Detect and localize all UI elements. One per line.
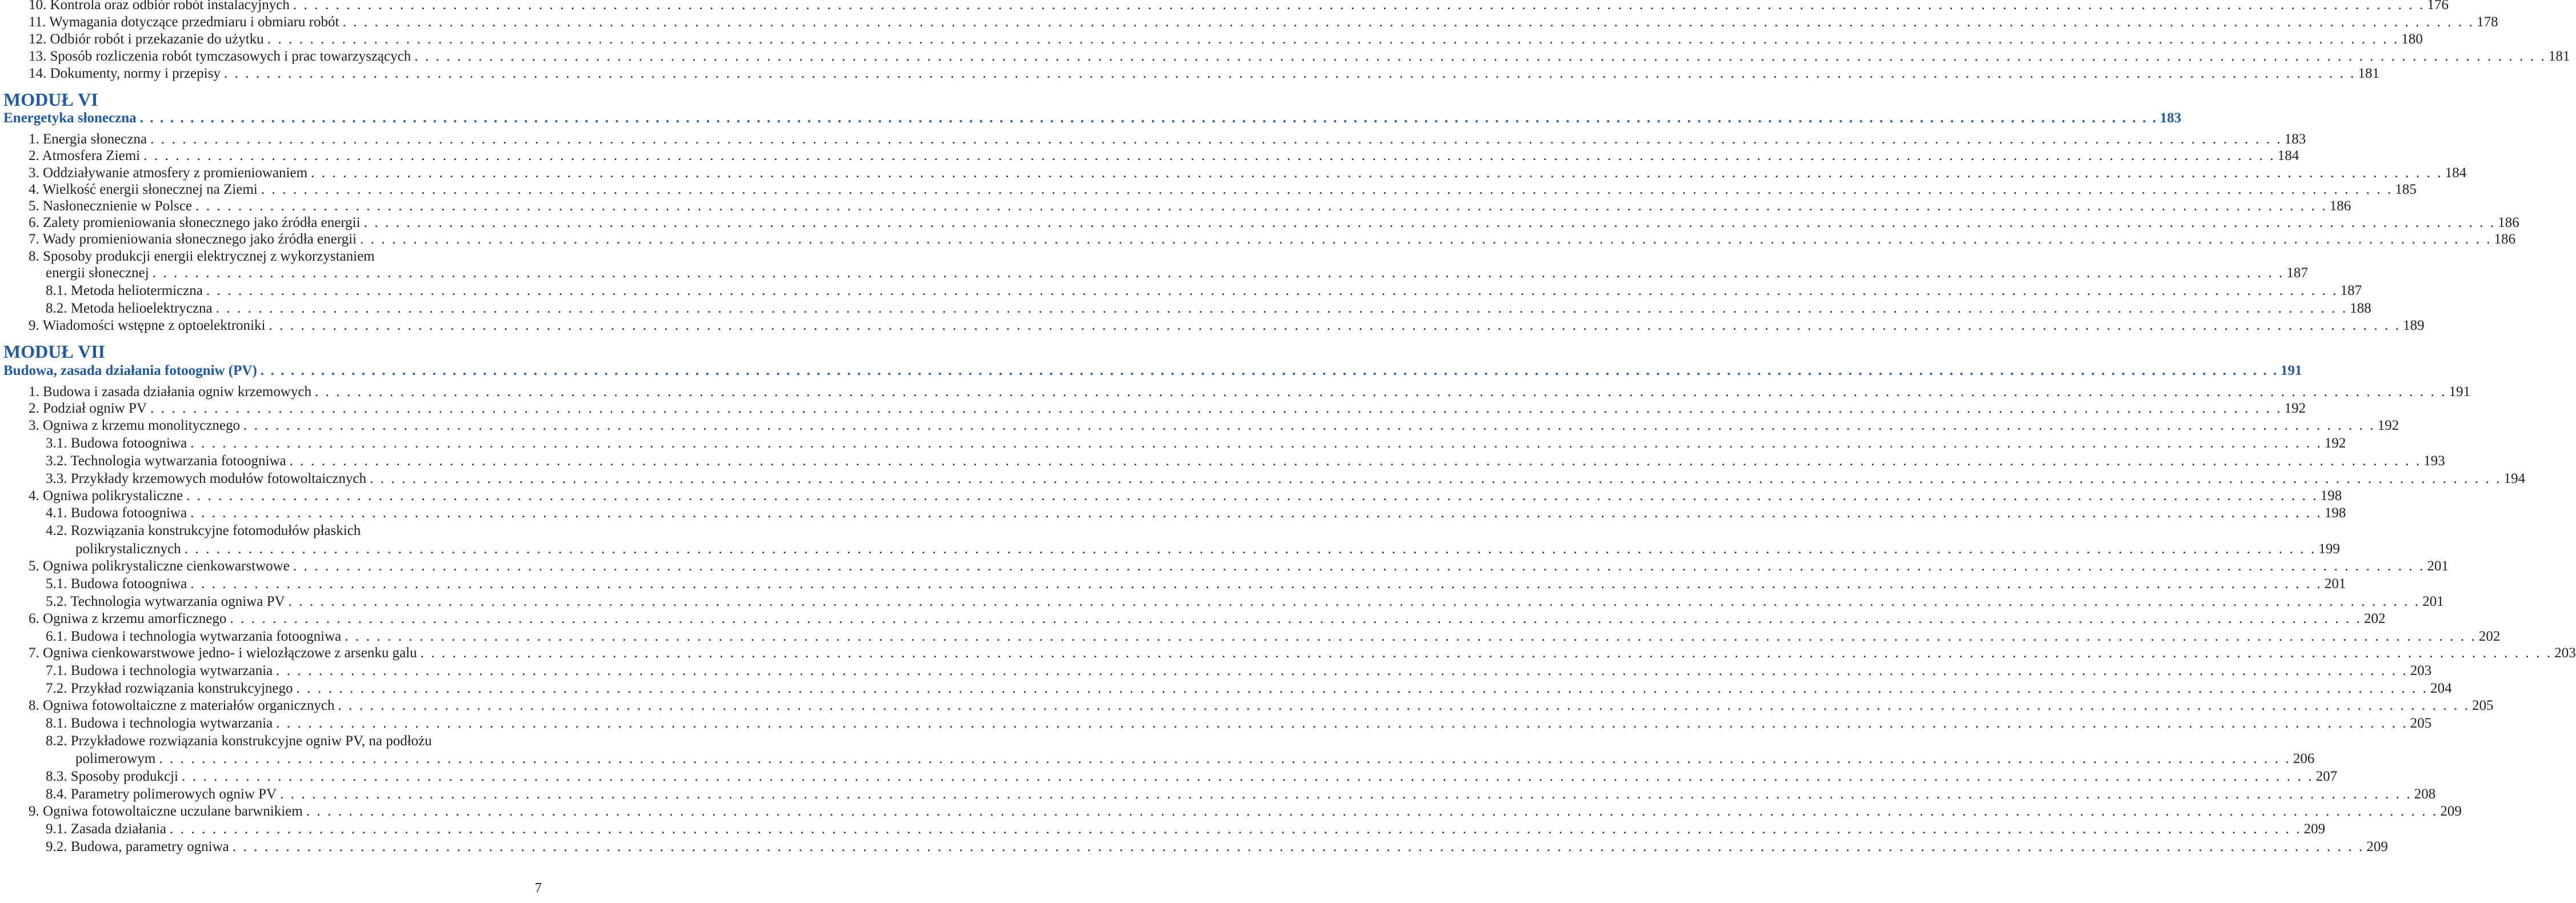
toc-entry-number: 4. [29,488,39,504]
toc-entry-title [29,488,183,505]
toc-entry-number: 4. [29,182,39,197]
toc-entry-number: 7.2. [46,681,67,696]
toc-entry [0,231,2516,248]
toc-entry [0,715,2432,732]
dot-leader: . . . . . . . . . . . . . . . . . . . . . . . . . . . . . . . . . . . . . . . . . . . . . . . . . . . . . . . . . . . . . . . . . . . . . . . . . . . . . . . . . . . . . . . . . . . . . . . . . . . . . . . . . . . . . . . . . . . . . . . . . . . . . . . . . . . . . . . . . . . . . . . . . . . . . . . . . . . . . . . . . . . . . . . . . . . . . . . . . . . . . . . . . . . . . . . . . . . . . . . . [359,231,2492,247]
toc-entry-title [46,715,273,732]
toc-page-number: 198 [2320,488,2342,504]
toc-page-number: 202 [2478,629,2501,644]
toc-entry [0,31,2423,48]
toc-entry [0,803,2462,820]
toc-page-number: 206 [2293,751,2315,766]
toc-entry-text: Budowa i technologia wytwarzania [70,716,273,731]
toc-entry-number: 3.2. [46,453,67,469]
toc-entry-title [29,803,303,820]
toc-entry-text: Wady promieniowania słonecznego jako źródła energii [42,231,357,247]
toc-page-number: 192 [2377,418,2399,433]
toc-page-number: 193 [2423,453,2445,469]
dot-leader: . . . . . . . . . . . . . . . . . . . . . . . . . . . . . . . . . . . . . . . . . . . . . . . . . . . . . . . . . . . . . . . . . . . . . . . . . . . . . . . . . . . . . . . . . . . . . . . . . . . . . . . . . . . . . . . . . . . . . . . . . . . . . . . . . . . . . . . . . . . . . . . . . . . . . . . . . . . . . . . . . . . . . . . . . . . . . . . . . . . . . . . . . . . . . . . . . . . . . . . . [243,418,2375,433]
toc-page-number: 207 [2315,769,2338,784]
toc-entry-number: 1. [29,384,39,399]
toc-page-number: 181 [2358,66,2379,81]
toc-entry-text: Energetyka słoneczna [3,110,137,126]
toc-entry-text: Oddziaływanie atmosfery z promieniowaniem [43,165,308,181]
toc-entry [0,505,2346,522]
toc-entry-text: Budowa fotoogniwa [70,435,187,451]
toc-entry-text: Ogniwa polikrystaliczne [43,488,183,504]
toc-entry [0,838,2388,856]
toc-page-number: 198 [2324,505,2346,521]
toc-entry-number: 9. [29,318,39,333]
toc-entry [0,541,2340,558]
toc-page-number: 180 [2401,31,2423,47]
toc-entry-number: 5. [29,198,39,214]
toc-page-number: 209 [2366,839,2388,854]
toc-page-number: 185 [2395,182,2417,197]
toc-entry-text: Budowa i technologia wytwarzania [70,663,273,678]
toc-entry-title [46,453,286,470]
toc-entry-title [29,697,334,714]
toc-entry-number: 5.1. [46,576,67,592]
toc-page-number: 202 [2364,611,2386,626]
toc-page-number: 191 [2280,363,2302,378]
dot-leader: . . . . . . . . . . . . . . . . . . . . . . . . . . . . . . . . . . . . . . . . . . . . . . . . . . . . . . . . . . . . . . . . . . . . . . . . . . . . . . . . . . . . . . . . . . . . . . . . . . . . . . . . . . . . . . . . . . . . . . . . . . . . . . . . . . . . . . . . . . . . . . . . . . . . . . . . . . . . . . . . . . . . . . . . . . . . . . . . . . . . . . . . . . . . . . . . . . . . . . . . [420,645,2553,661]
toc-entry-title [29,317,265,334]
dot-leader: . . . . . . . . . . . . . . . . . . . . . . . . . . . . . . . . . . . . . . . . . . . . . . . . . . . . . . . . . . . . . . . . . . . . . . . . . . . . . . . . . . . . . . . . . . . . . . . . . . . . . . . . . . . . . . . . . . . . . . . . . . . . . . . . . . . . . . . . . . . . . . . . . . . . . . . . . . . . . . . . . . . . . . . . . . . . . . . . . . . . . . . . . . . . . . . . . . . . . . . . [215,301,2348,316]
dot-leader: . . . . . . . . . . . . . . . . . . . . . . . . . . . . . . . . . . . . . . . . . . . . . . . . . . . . . . . . . . . . . . . . . . . . . . . . . . . . . . . . . . . . . . . . . . . . . . . . . . . . . . . . . . . . . . . . . . . . . . . . . . . . . . . . . . . . . . . . . . . . . . . . . . . . . . . . . . . . . . . . . . . . . . . . . . . . . . . . . . . . . . . . . . . . . . . . . . . . . . . . [261,182,2393,197]
toc-entry-title [46,821,166,838]
module-heading: MODUŁ VI [3,89,98,110]
toc-entry-title [46,838,229,856]
toc-entry-title [46,733,542,750]
toc-entry [0,593,2444,610]
toc-page-number: 209 [2440,804,2462,819]
dot-leader: . . . . . . . . . . . . . . . . . . . . . . . . . . . . . . . . . . . . . . . . . . . . . . . . . . . . . . . . . . . . . . . . . . . . . . . . . . . . . . . . . . . . . . . . . . . . . . . . . . . . . . . . . . . . . . . . . . . . . . . . . . . . . . . . . . . . . . . . . . . . . . . . . . . . . . . . . . . . . . . . . . . . . . . . . . . . . . . . . . . . . . . . . . . . . . . . . . . . . . . . [338,698,2470,713]
toc-entry-text: Budowa, parametry ogniwa [70,839,229,854]
toc-entry-number: 14. [29,66,47,81]
dot-leader: . . . . . . . . . . . . . . . . . . . . . . . . . . . . . . . . . . . . . . . . . . . . . . . . . . . . . . . . . . . . . . . . . . . . . . . . . . . . . . . . . . . . . . . . . . . . . . . . . . . . . . . . . . . . . . . . . . . . . . . . . . . . . . . . . . . . . . . . . . . . . . . . . . . . . . . . . . . . . . . . . . . . . . . . . . . . . . . . . . . . . . . . . . . . . . . . . . . . . . . . [181,769,2314,784]
toc-page-number: 208 [2414,786,2436,802]
module-heading: MODUŁ VII [3,341,106,362]
toc-entry [0,662,2432,680]
toc-entry [0,768,2338,785]
toc-entry-text: Energia słoneczna [43,131,147,147]
toc-entry-text: Podział ogniw PV [43,401,147,416]
toc-entry [0,48,2570,65]
toc-entry-text: Przykłady krzemowych modułów fotowoltaicznych [70,471,366,486]
toc-entry-number: 3.3. [46,471,67,486]
dot-leader: . . . . . . . . . . . . . . . . . . . . . . . . . . . . . . . . . . . . . . . . . . . . . . . . . . . . . . . . . . . . . . . . . . . . . . . . . . . . . . . . . . . . . . . . . . . . . . . . . . . . . . . . . . . . . . . . . . . . . . . . . . . . . . . . . . . . . . . . . . . . . . . . . . . . . . . . . . . . . . . . . . . . . . . . . . . . . . . . . . . . . . . . . . . . . . . . . . . . . . . . [342,14,2475,30]
toc-entry [0,435,2346,452]
dot-leader: . . . . . . . . . . . . . . . . . . . . . . . . . . . . . . . . . . . . . . . . . . . . . . . . . . . . . . . . . . . . . . . . . . . . . . . . . . . . . . . . . . . . . . . . . . . . . . . . . . . . . . . . . . . . . . . . . . . . . . . . . . . . . . . . . . . . . . . . . . . . . . . . . . . . . . . . . . . . . . . . . . . . . . . . . . . . . . . . . . . . . . . . . . . . . . . . . . . . . . . . [150,131,2282,147]
toc-page-number: 187 [2340,283,2362,298]
toc-entry-text: Budowa fotoogniwa [70,505,187,521]
toc-entry [0,576,2346,593]
toc-entry-title [46,265,149,282]
toc-entry-number: 8.3. [46,769,67,784]
toc-entry-number: 11. [29,14,46,30]
dot-leader: . . . . . . . . . . . . . . . . . . . . . . . . . . . . . . . . . . . . . . . . . . . . . . . . . . . . . . . . . . . . . . . . . . . . . . . . . . . . . . . . . . . . . . . . . . . . . . . . . . . . . . . . . . . . . . . . . . . . . . . . . . . . . . . . . . . . . . . . . . . . . . . . . . . . . . . . . . . . . . . . . . . . . . . . . . . . . . . . . . . . . . . . . . . . . . . . . . . . . . . . [289,453,2422,469]
toc-entry [0,383,2471,401]
toc-page-number: 201 [2422,594,2444,609]
dot-leader: . . . . . . . . . . . . . . . . . . . . . . . . . . . . . . . . . . . . . . . . . . . . . . . . . . . . . . . . . . . . . . . . . . . . . . . . . . . . . . . . . . . . . . . . . . . . . . . . . . . . . . . . . . . . . . . . . . . . . . . . . . . . . . . . . . . . . . . . . . . . . . . . . . . . . . . . . . . . . . . . . . . . . . . . . . . . . . . . . . . . . . . . . . . . . . . . . . . . . . . . [139,110,2158,126]
toc-page-number: 183 [2159,110,2182,126]
dot-leader: . . . . . . . . . . . . . . . . . . . . . . . . . . . . . . . . . . . . . . . . . . . . . . . . . . . . . . . . . . . . . . . . . . . . . . . . . . . . . . . . . . . . . . . . . . . . . . . . . . . . . . . . . . . . . . . . . . . . . . . . . . . . . . . . . . . . . . . . . . . . . . . . . . . . . . . . . . . . . . . . . . . . . . . . . . . . . . . . . . . . . . . . . . . . . . . . . . . . . . . . [345,629,2477,644]
toc-entry-title [46,593,285,610]
toc-entry-text: Technologia wytwarzania fotoogniwa [70,453,286,469]
toc-entry [0,645,2576,662]
dot-leader: . . . . . . . . . . . . . . . . . . . . . . . . . . . . . . . . . . . . . . . . . . . . . . . . . . . . . . . . . . . . . . . . . . . . . . . . . . . . . . . . . . . . . . . . . . . . . . . . . . . . . . . . . . . . . . . . . . . . . . . . . . . . . . . . . . . . . . . . . . . . . . . . . . . . . . . . . . . . . . . . . . . . . . . . . . . . . . . . . . . . . . . . . . . . . . . . . . . . . . . . [369,471,2502,486]
dot-leader: . . . . . . . . . . . . . . . . . . . . . . . . . . . . . . . . . . . . . . . . . . . . . . . . . . . . . . . . . . . . . . . . . . . . . . . . . . . . . . . . . . . . . . . . . . . . . . . . . . . . . . . . . . . . . . . . . . . . . . . . . . . . . . . . . . . . . . . . . . . . . . . . . . . . . . . . . . . . . . . . . . . . . . . . . . . . . . . . . . . . . . . . . . . . . . . . . . . . . . . . [230,611,2362,626]
toc-entry-title [46,470,366,488]
toc-entry [0,265,2308,282]
toc-page-number: 184 [2277,148,2299,163]
toc-entry-title [46,662,273,680]
dot-leader: . . . . . . . . . . . . . . . . . . . . . . . . . . . . . . . . . . . . . . . . . . . . . . . . . . . . . . . . . . . . . . . . . . . . . . . . . . . . . . . . . . . . . . . . . . . . . . . . . . . . . . . . . . . . . . . . . . . . . . . . . . . . . . . . . . . . . . . . . . . . . . . . . . . . . . . . . . . . . . . . . . . . . . . . . . . . . . . . . . . . . . . . . . . . . . . . . . . . . . . . [190,505,2322,521]
toc-entry-text: Zalety promieniowania słonecznego jako źródła energii [43,215,361,230]
toc-entry [0,821,2326,838]
dot-leader: . . . . . . . . . . . . . . . . . . . . . . . . . . . . . . . . . . . . . . . . . . . . . . . . . . . . . . . . . . . . . . . . . . . . . . . . . . . . . . . . . . . . . . . . . . . . . . . . . . . . . . . . . . . . . . . . . . . . . . . . . . . . . . . . . . . . . . . . . . . . . . . . . . . . . . . . . . . . . . . . . . . . . . . . . . . . . . . . . . . . . . . . . . . . . . . . . . . . . . . . [186,488,2318,504]
dot-leader: . . . . . . . . . . . . . . . . . . . . . . . . . . . . . . . . . . . . . . . . . . . . . . . . . . . . . . . . . . . . . . . . . . . . . . . . . . . . . . . . . . . . . . . . . . . . . . . . . . . . . . . . . . . . . . . . . . . . . . . . . . . . . . . . . . . . . . . . . . . . . . . . . . . . . . . . . . . . . . . . . . . . . . . . . . . . . . . . . . . . . . . . . . . . . . . . . . . . . . . . [232,839,2365,854]
toc-page-number: 186 [2329,198,2351,214]
toc-entry-number: 2. [29,401,39,416]
toc-page-number: 186 [2498,215,2519,230]
toc-section [0,110,2182,127]
toc-section [0,362,2302,379]
toc-entry-text: Przykład rozwiązania konstrukcyjnego [70,681,293,696]
toc-entry [0,248,542,265]
toc-entry-title [29,248,542,265]
toc-entry-title [29,558,290,575]
toc-entry [0,165,2467,182]
toc-entry-title [29,400,147,417]
toc-page-number: 192 [2284,401,2306,416]
toc-entry-text: Wymagania dotyczące przedmiaru i obmiaru robót [49,14,339,30]
toc-entry [0,522,542,540]
toc-entry-number: 7. [29,645,39,661]
toc-entry-number: 13. [29,49,47,64]
toc-entry-number: 8.1. [46,283,67,298]
toc-page-number: 186 [2494,231,2516,247]
toc-entry [0,558,2449,575]
toc-entry-number: 3. [29,165,39,181]
toc-entry-number: 9.2. [46,839,67,854]
toc-entry-number: 9.1. [46,821,67,837]
toc-entry-title [75,750,155,768]
toc-page-number: 201 [2427,558,2449,574]
toc-entry-text: Zasada działania [70,821,167,837]
toc-entry-number: 6. [29,215,39,230]
toc-entry-title [46,505,187,522]
toc-entry-title [29,0,290,14]
toc-entry-title [29,181,258,198]
toc-entry-title [29,131,147,148]
toc-entry-text: Wielkość energii słonecznej na Ziemi [42,182,258,197]
toc-entry-text: Atmosfera Ziemi [42,148,141,163]
toc-entry-text: Wiadomości wstępne z optoelektroniki [42,318,266,333]
toc-entry-text: Ogniwa cienkowarstwowe jedno- i wielozłączowe z arsenku galu [43,645,417,661]
toc-entry-text: polikrystalicznych [75,541,181,557]
toc-entry-title [29,165,307,182]
toc-entry-title [29,65,221,82]
toc-entry-title [46,282,203,299]
toc-entry [0,282,2362,299]
toc-entry-title [29,231,357,248]
toc-entry-text: Sposób rozliczenia robót tymczasowych i prac towarzyszących [50,49,411,64]
toc-entry-title [46,628,341,645]
toc-entry-number: 2. [29,148,39,163]
toc-entry-number: 6.1. [46,629,67,644]
dot-leader: . . . . . . . . . . . . . . . . . . . . . . . . . . . . . . . . . . . . . . . . . . . . . . . . . . . . . . . . . . . . . . . . . . . . . . . . . . . . . . . . . . . . . . . . . . . . . . . . . . . . . . . . . . . . . . . . . . . . . . . . . . . . . . . . . . . . . . . . . . . . . . . . . . . . . . . . . . . . . . . . . . . . . . . . . . . . . . . . . . . . . . . . . . . . . . . . . . . . . . . . [267,31,2399,47]
toc-entry-text: Ogniwa z krzemu monolitycznego [43,418,241,433]
toc-entry-text: Ogniwa fotowoltaiczne uczulane barwnikiem [43,804,303,819]
toc-entry-text: Rozwiązania konstrukcyjne fotomodułów płaskich [70,523,361,538]
toc-entry-text: Ogniwa z krzemu amorficznego [43,611,227,626]
toc-entry-title [75,541,181,558]
toc-entry-title [29,48,411,65]
toc-page-number: 176 [2427,0,2449,13]
toc-page-number: 192 [2324,435,2346,451]
toc-entry [0,750,2315,768]
toc-entry [0,417,2399,434]
dot-leader: . . . . . . . . . . . . . . . . . . . . . . . . . . . . . . . . . . . . . . . . . . . . . . . . . . . . . . . . . . . . . . . . . . . . . . . . . . . . . . . . . . . . . . . . . . . . . . . . . . . . . . . . . . . . . . . . . . . . . . . . . . . . . . . . . . . . . . . . . . . . . . . . . . . . . . . . . . . . . . . . . . . . . . . . . . . . . . . . . . . . . . . . . . . . . . . . . . . . . . . . [269,318,2401,333]
toc-entry-number: 8.4. [46,786,67,802]
dot-leader: . . . . . . . . . . . . . . . . . . . . . . . . . . . . . . . . . . . . . . . . . . . . . . . . . . . . . . . . . . . . . . . . . . . . . . . . . . . . . . . . . . . . . . . . . . . . . . . . . . . . . . . . . . . . . . . . . . . . . . . . . . . . . . . . . . . . . . . . . . . . . . . . . . . . . . . . . . . . . . . . . . . . . . . . . . . . . . . . . . . . . . . . . . . . . . . . . . . . . . . . [195,198,2327,214]
dot-leader: . . . . . . . . . . . . . . . . . . . . . . . . . . . . . . . . . . . . . . . . . . . . . . . . . . . . . . . . . . . . . . . . . . . . . . . . . . . . . . . . . . . . . . . . . . . . . . . . . . . . . . . . . . . . . . . . . . . . . . . . . . . . . . . . . . . . . . . . . . . . . . . . . . . . . . . . . . . . . . . . . . . . . . . . . . . . . . . . . . . . . . . . . . . . . . . . . . . . . . . . [414,49,2546,64]
toc-entry-title [29,147,140,165]
dot-leader: . . . . . . . . . . . . . . . . . . . . . . . . . . . . . . . . . . . . . . . . . . . . . . . . . . . . . . . . . . . . . . . . . . . . . . . . . . . . . . . . . . . . . . . . . . . . . . . . . . . . . . . . . . . . . . . . . . . . . . . . . . . . . . . . . . . . . . . . . . . . . . . . . . . . . . . . . . . . . . . . . . . . . . . . . . . . . . . . . . . . . . . . . . . . . . . . . . . . . . . . [293,558,2425,574]
toc-page-number: 181 [2548,49,2570,64]
toc-page-number: 205 [2410,716,2432,731]
toc-entry-number: 1. [29,131,39,147]
toc-entry-text: Odbiór robót i przekazanie do użytku [50,31,264,47]
dot-leader: . . . . . . . . . . . . . . . . . . . . . . . . . . . . . . . . . . . . . . . . . . . . . . . . . . . . . . . . . . . . . . . . . . . . . . . . . . . . . . . . . . . . . . . . . . . . . . . . . . . . . . . . . . . . . . . . . . . . . . . . . . . . . . . . . . . . . . . . . . . . . . . . . . . . . . . . . . . . . . . . . . . . . . . . . . . . . . . . . . . . . . . . . . . . . . . . . . . . . . . . [293,0,2425,13]
toc-page-number: 184 [2445,165,2467,181]
toc-entry-title [46,786,277,803]
dot-leader: . . . . . . . . . . . . . . . . . . . . . . . . . . . . . . . . . . . . . . . . . . . . . . . . . . . . . . . . . . . . . . . . . . . . . . . . . . . . . . . . . . . . . . . . . . . . . . . . . . . . . . . . . . . . . . . . . . . . . . . . . . . . . . . . . . . . . . . . . . . . . . . . . . . . . . . . . . . . . . . . . . . . . . . . . . . . . . . . . . . . . . . . . . . . . . . . . . . . . . . . [143,148,2275,163]
toc-page-number: 204 [2430,681,2452,696]
dot-leader: . . . . . . . . . . . . . . . . . . . . . . . . . . . . . . . . . . . . . . . . . . . . . . . . . . . . . . . . . . . . . . . . . . . . . . . . . . . . . . . . . . . . . . . . . . . . . . . . . . . . . . . . . . . . . . . . . . . . . . . . . . . . . . . . . . . . . . . . . . . . . . . . . . . . . . . . . . . . . . . . . . . . . . . . . . . . . . . . . . . . . . . . . . . . . . . . . . . . . . . . [223,66,2356,81]
toc-entry-number: 5. [29,558,39,574]
dot-leader: . . . . . . . . . . . . . . . . . . . . . . . . . . . . . . . . . . . . . . . . . . . . . . . . . . . . . . . . . . . . . . . . . . . . . . . . . . . . . . . . . . . . . . . . . . . . . . . . . . . . . . . . . . . . . . . . . . . . . . . . . . . . . . . . . . . . . . . . . . . . . . . . . . . . . . . . . . . . . . . . . . . . . . . . . . . . . . . . . . . . . . . . . . . . . . . . . . . . . . . . [150,401,2282,416]
toc-entry-number: 8.2. [46,301,67,316]
dot-leader: . . . . . . . . . . . . . . . . . . . . . . . . . . . . . . . . . . . . . . . . . . . . . . . . . . . . . . . . . . . . . . . . . . . . . . . . . . . . . . . . . . . . . . . . . . . . . . . . . . . . . . . . . . . . . . . . . . . . . . . . . . . . . . . . . . . . . . . . . . . . . . . . . . . . . . . . . . . . . . . . . . . . . . . . . . . . . . . . . . . . . . . . . . . . . . . . . . . . . . . . [314,384,2447,399]
toc-entry-text: Kontrola oraz odbiór robót instalacyjnych [50,0,290,13]
dot-leader: . . . . . . . . . . . . . . . . . . . . . . . . . . . . . . . . . . . . . . . . . . . . . . . . . . . . . . . . . . . . . . . . . . . . . . . . . . . . . . . . . . . . . . . . . . . . . . . . . . . . . . . . . . . . . . . . . . . . . . . . . . . . . . . . . . . . . . . . . . . . . . . . . . . . . . . . . . . . . . . . . . . . . . . . . . . . . . . . . . . . . . . . . . . . . . . . . . . . . . . . [306,804,2438,819]
toc-entry-number: 5.2. [46,594,67,609]
toc-entry [0,147,2299,165]
toc-entry-text: Technologia wytwarzania ogniwa PV [70,594,285,609]
toc-entry-number: 8. [29,249,39,264]
toc-entry-title [29,417,240,434]
toc-page-number: 205 [2472,698,2494,713]
toc-entry-text: energii słonecznej [46,265,149,281]
toc-entry-title [3,110,137,127]
dot-leader: . . . . . . . . . . . . . . . . . . . . . . . . . . . . . . . . . . . . . . . . . . . . . . . . . . . . . . . . . . . . . . . . . . . . . . . . . . . . . . . . . . . . . . . . . . . . . . . . . . . . . . . . . . . . . . . . . . . . . . . . . . . . . . . . . . . . . . . . . . . . . . . . . . . . . . . . . . . . . . . . . . . . . . . . . . . . . . . . . . . . . . . . . . . . . . . . . . . . . . . . [363,215,2496,230]
toc-page-number: 183 [2284,131,2306,147]
toc-entry [0,181,2417,198]
toc-entry-text: Sposoby produkcji energii elektrycznej z wykorzystaniem [43,249,375,264]
toc-entry [0,680,2452,697]
toc-entry-title [3,362,257,379]
toc-entry-title [46,680,293,697]
toc-page-number: 194 [2503,471,2526,486]
dot-leader: . . . . . . . . . . . . . . . . . . . . . . . . . . . . . . . . . . . . . . . . . . . . . . . . . . . . . . . . . . . . . . . . . . . . . . . . . . . . . . . . . . . . . . . . . . . . . . . . . . . . . . . . . . . . . . . . . . . . . . . . . . . . . . . . . . . . . . . . . . . . . . . . . . . . . . . . . . . . . . . . . . . . . . . . . . . . . . . . . . . . . . . . . . . . . . . . . . . . . . . . [288,594,2421,609]
toc-entry-number: 8. [29,698,39,713]
toc-entry-text: polimerowym [75,751,156,766]
toc-entry [0,300,2371,317]
page-number: 7 [535,881,542,896]
toc-entry-text: Budowa i technologia wytwarzania fotoogniwa [70,629,342,644]
toc-entry-title [29,14,339,31]
toc-entry [0,697,2494,714]
toc-entry-title [29,214,361,231]
toc-entry-title [29,645,417,662]
toc-entry-number: 9. [29,804,39,819]
toc-entry-number: 3.1. [46,435,67,451]
toc-entry-title [46,522,542,540]
toc-entry-number: 3. [29,418,39,433]
toc-entry-text: Sposoby produkcji [70,769,178,784]
dot-leader: . . . . . . . . . . . . . . . . . . . . . . . . . . . . . . . . . . . . . . . . . . . . . . . . . . . . . . . . . . . . . . . . . . . . . . . . . . . . . . . . . . . . . . . . . . . . . . . . . . . . . . . . . . . . . . . . . . . . . . . . . . . . . . . . . . . . . . . . . . . . . . . . . . . . . . . . . . . . . . . . . . . . . . . . . . . . . . . . . . . . . . . . . . . . . . . . . . . . . . . . [296,681,2429,696]
dot-leader: . . . . . . . . . . . . . . . . . . . . . . . . . . . . . . . . . . . . . . . . . . . . . . . . . . . . . . . . . . . . . . . . . . . . . . . . . . . . . . . . . . . . . . . . . . . . . . . . . . . . . . . . . . . . . . . . . . . . . . . . . . . . . . . . . . . . . . . . . . . . . . . . . . . . . . . . . . . . . . . . . . . . . . . . . . . . . . . . . . . . . . . . . . . . . . . . . . . . . . . . [260,363,2278,378]
toc-entry-number: 8.2. [46,733,67,749]
toc-entry [0,610,2386,628]
dot-leader: . . . . . . . . . . . . . . . . . . . . . . . . . . . . . . . . . . . . . . . . . . . . . . . . . . . . . . . . . . . . . . . . . . . . . . . . . . . . . . . . . . . . . . . . . . . . . . . . . . . . . . . . . . . . . . . . . . . . . . . . . . . . . . . . . . . . . . . . . . . . . . . . . . . . . . . . . . . . . . . . . . . . . . . . . . . . . . . . . . . . . . . . . . . . . . . . . . . . . . . . [280,786,2412,802]
toc-entry-text: Metoda helioelektryczna [70,301,213,316]
toc-page-number: 209 [2303,821,2326,837]
toc-entry-number: 8.1. [46,716,67,731]
toc-entry-text: Przykładowe rozwiązania konstrukcyjne ogniw PV, na podłożu [70,733,432,749]
dot-leader: . . . . . . . . . . . . . . . . . . . . . . . . . . . . . . . . . . . . . . . . . . . . . . . . . . . . . . . . . . . . . . . . . . . . . . . . . . . . . . . . . . . . . . . . . . . . . . . . . . . . . . . . . . . . . . . . . . . . . . . . . . . . . . . . . . . . . . . . . . . . . . . . . . . . . . . . . . . . . . . . . . . . . . . . . . . . . . . . . . . . . . . . . . . . . . . . . . . . . . . . [190,576,2322,592]
toc-entry [0,198,2351,215]
dot-leader: . . . . . . . . . . . . . . . . . . . . . . . . . . . . . . . . . . . . . . . . . . . . . . . . . . . . . . . . . . . . . . . . . . . . . . . . . . . . . . . . . . . . . . . . . . . . . . . . . . . . . . . . . . . . . . . . . . . . . . . . . . . . . . . . . . . . . . . . . . . . . . . . . . . . . . . . . . . . . . . . . . . . . . . . . . . . . . . . . . . . . . . . . . . . . . . . . . . . . . . . [311,165,2443,181]
toc-entry-text: Budowa i zasada działania ogniw krzemowych [43,384,311,399]
toc-entry-text: Parametry polimerowych ogniw PV [70,786,277,802]
toc-page-number: 191 [2449,384,2471,399]
toc-entry-text: Metoda heliotermiczna [70,283,203,298]
toc-entry-text: Ogniwa polikrystaliczne cienkowarstwowe [43,558,290,574]
toc-entry [0,131,2306,148]
dot-leader: . . . . . . . . . . . . . . . . . . . . . . . . . . . . . . . . . . . . . . . . . . . . . . . . . . . . . . . . . . . . . . . . . . . . . . . . . . . . . . . . . . . . . . . . . . . . . . . . . . . . . . . . . . . . . . . . . . . . . . . . . . . . . . . . . . . . . . . . . . . . . . . . . . . . . . . . . . . . . . . . . . . . . . . . . . . . . . . . . . . . . . . . . . . . . . . . . . . . . . . . [184,541,2317,557]
toc-entry-number: 4.2. [46,523,67,538]
toc-entry-text: Budowa fotoogniwa [70,576,187,592]
toc-entry-text: Dokumenty, normy i przepisy [50,66,221,81]
toc-page-number: 187 [2286,265,2308,281]
toc-entry [0,400,2306,417]
toc-entry-title [29,610,226,628]
toc-entry-title [46,576,187,593]
toc-entry-text: Budowa, zasada działania fotoogniw (PV) [3,363,257,378]
toc-entry [0,470,2526,488]
toc-entry-number: 12. [29,31,47,47]
toc-entry [0,786,2436,803]
toc-entry-number: 7. [29,231,39,247]
toc-page-number: 199 [2318,541,2340,557]
toc-page-number: 203 [2410,663,2432,678]
toc-entry-title [29,31,264,48]
toc-entry-text: Ogniwa fotowoltaiczne z materiałów organicznych [43,698,335,713]
toc-page-number: 188 [2350,301,2371,316]
toc-page-number: 178 [2477,14,2498,30]
toc-entry-title [29,383,311,401]
toc-entry [0,453,2445,470]
dot-leader: . . . . . . . . . . . . . . . . . . . . . . . . . . . . . . . . . . . . . . . . . . . . . . . . . . . . . . . . . . . . . . . . . . . . . . . . . . . . . . . . . . . . . . . . . . . . . . . . . . . . . . . . . . . . . . . . . . . . . . . . . . . . . . . . . . . . . . . . . . . . . . . . . . . . . . . . . . . . . . . . . . . . . . . . . . . . . . . . . . . . . . . . . . . . . . . . . . . . . . . . [152,265,2285,281]
dot-leader: . . . . . . . . . . . . . . . . . . . . . . . . . . . . . . . . . . . . . . . . . . . . . . . . . . . . . . . . . . . . . . . . . . . . . . . . . . . . . . . . . . . . . . . . . . . . . . . . . . . . . . . . . . . . . . . . . . . . . . . . . . . . . . . . . . . . . . . . . . . . . . . . . . . . . . . . . . . . . . . . . . . . . . . . . . . . . . . . . . . . . . . . . . . . . . . . . . . . . . . . [276,663,2408,678]
toc-entry [0,0,2449,14]
toc-entry-number: 4.1. [46,505,67,521]
toc-entry [0,628,2501,645]
toc-page-number: 201 [2324,576,2346,592]
toc-entry [0,317,2425,334]
toc-entry [0,65,2379,82]
toc-entry [0,14,2498,31]
toc-entry [0,733,542,750]
toc-entry-number: 7.1. [46,663,67,678]
dot-leader: . . . . . . . . . . . . . . . . . . . . . . . . . . . . . . . . . . . . . . . . . . . . . . . . . . . . . . . . . . . . . . . . . . . . . . . . . . . . . . . . . . . . . . . . . . . . . . . . . . . . . . . . . . . . . . . . . . . . . . . . . . . . . . . . . . . . . . . . . . . . . . . . . . . . . . . . . . . . . . . . . . . . . . . . . . . . . . . . . . . . . . . . . . . . . . . . . . . . . . . . [170,821,2302,837]
dot-leader: . . . . . . . . . . . . . . . . . . . . . . . . . . . . . . . . . . . . . . . . . . . . . . . . . . . . . . . . . . . . . . . . . . . . . . . . . . . . . . . . . . . . . . . . . . . . . . . . . . . . . . . . . . . . . . . . . . . . . . . . . . . . . . . . . . . . . . . . . . . . . . . . . . . . . . . . . . . . . . . . . . . . . . . . . . . . . . . . . . . . . . . . . . . . . . . . . . . . . . . . [276,716,2408,731]
toc-entry-text: Nasłonecznienie w Polsce [43,198,193,214]
toc-entry [0,488,2342,505]
toc-entry-title [46,300,213,317]
toc-entry-title [46,768,178,785]
dot-leader: . . . . . . . . . . . . . . . . . . . . . . . . . . . . . . . . . . . . . . . . . . . . . . . . . . . . . . . . . . . . . . . . . . . . . . . . . . . . . . . . . . . . . . . . . . . . . . . . . . . . . . . . . . . . . . . . . . . . . . . . . . . . . . . . . . . . . . . . . . . . . . . . . . . . . . . . . . . . . . . . . . . . . . . . . . . . . . . . . . . . . . . . . . . . . . . . . . . . . . . . [159,751,2291,766]
toc-entry [0,214,2519,231]
toc-entry-number: 6. [29,611,39,626]
toc-entry-title [46,435,187,452]
dot-leader: . . . . . . . . . . . . . . . . . . . . . . . . . . . . . . . . . . . . . . . . . . . . . . . . . . . . . . . . . . . . . . . . . . . . . . . . . . . . . . . . . . . . . . . . . . . . . . . . . . . . . . . . . . . . . . . . . . . . . . . . . . . . . . . . . . . . . . . . . . . . . . . . . . . . . . . . . . . . . . . . . . . . . . . . . . . . . . . . . . . . . . . . . . . . . . . . . . . . . . . . [206,283,2338,298]
toc-entry-title [29,198,192,215]
toc-page-number: 189 [2403,318,2425,333]
toc-entry-number: 10. [29,0,47,13]
toc-page-number: 203 [2554,645,2576,661]
dot-leader: . . . . . . . . . . . . . . . . . . . . . . . . . . . . . . . . . . . . . . . . . . . . . . . . . . . . . . . . . . . . . . . . . . . . . . . . . . . . . . . . . . . . . . . . . . . . . . . . . . . . . . . . . . . . . . . . . . . . . . . . . . . . . . . . . . . . . . . . . . . . . . . . . . . . . . . . . . . . . . . . . . . . . . . . . . . . . . . . . . . . . . . . . . . . . . . . . . . . . . . . [190,435,2322,451]
